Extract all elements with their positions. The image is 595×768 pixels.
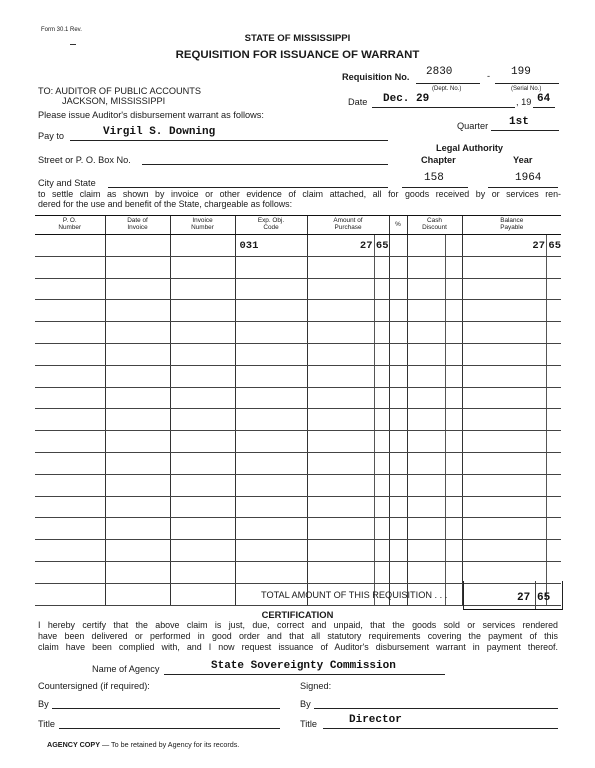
col-invoice-number: Invoice Number: [170, 216, 235, 235]
table-cell: [170, 256, 235, 278]
table-cell: [462, 343, 561, 365]
requisition-dash: -: [487, 71, 491, 81]
table-cell: [462, 300, 561, 322]
table-cell: [462, 474, 561, 496]
year-label: Year: [513, 155, 533, 165]
table-cell: [35, 561, 105, 583]
table-cell: [407, 561, 462, 583]
table-cell: [170, 322, 235, 344]
cents-divider: [445, 366, 446, 387]
table-cell: [235, 278, 307, 300]
exp-obj-code-value: 031: [239, 240, 259, 252]
table-cell: [35, 300, 105, 322]
state-heading: STATE OF MISSISSIPPI: [244, 33, 351, 44]
table-cell: [35, 583, 105, 605]
table-cell: [389, 235, 407, 257]
date-label: Date: [348, 97, 368, 107]
table-cell: [170, 365, 235, 387]
table-cell: [407, 474, 462, 496]
table-cell: [170, 235, 235, 257]
table-cell: [462, 278, 561, 300]
certification-line2: have been delivered or performed in good order and that all statutory requirements covering the payment of this: [38, 631, 558, 641]
by-label-right: By: [300, 699, 311, 709]
table-row: [35, 431, 561, 453]
form-title: REQUISITION FOR ISSUANCE OF WARRANT: [175, 49, 420, 61]
table-cell: [235, 496, 307, 518]
table-cell: [105, 365, 170, 387]
table-cell: [170, 387, 235, 409]
table-cell: [407, 518, 462, 540]
table-row: [35, 343, 561, 365]
table-cell: [35, 256, 105, 278]
table-cell: [105, 409, 170, 431]
table-row: [35, 387, 561, 409]
total-dollars: 27: [517, 592, 531, 604]
cents-divider: [546, 475, 547, 496]
table-cell: [170, 496, 235, 518]
cents-divider: [445, 475, 446, 496]
table-cell: [105, 561, 170, 583]
table-cell: [105, 256, 170, 278]
table-cell: [235, 452, 307, 474]
table-cell: [170, 300, 235, 322]
table-row: [35, 561, 561, 583]
table-row: [35, 496, 561, 518]
table-cell: [105, 431, 170, 453]
quarter-label: Quarter: [457, 121, 489, 131]
table-row: [35, 409, 561, 431]
year-prefix: , 19: [516, 97, 532, 107]
table-cell: [35, 343, 105, 365]
table-cell: [462, 322, 561, 344]
cents-divider: [445, 344, 446, 365]
addressee-line2: JACKSON, MISSISSIPPI: [62, 96, 166, 106]
table-row: [35, 518, 561, 540]
table-cell: [389, 496, 407, 518]
table-cell: [235, 474, 307, 496]
table-cell: [307, 518, 389, 540]
cents-divider: [445, 300, 446, 321]
cents-divider: [445, 322, 446, 343]
table-cell: [462, 431, 561, 453]
col-po-number: P. O. Number: [35, 216, 105, 235]
street-label: Street or P. O. Box No.: [38, 155, 131, 165]
settle-line2: dered for the use and benefit of the State, chargeable as follows:: [38, 199, 293, 209]
table-cell: [235, 518, 307, 540]
certification-heading: CERTIFICATION: [261, 609, 334, 620]
cents-divider: [445, 540, 446, 561]
table-cell: [170, 540, 235, 562]
cents-divider: [546, 344, 547, 365]
table-cell: [307, 540, 389, 562]
certification-line1: I hereby certify that the above claim is just, due, correct and unpaid, that the goods sold or services rendered: [38, 620, 558, 630]
table-row: [35, 300, 561, 322]
table-cell: [462, 452, 561, 474]
amount-cents: 65: [375, 240, 389, 252]
table-cell: [389, 343, 407, 365]
table-cell: [307, 409, 389, 431]
table-row: [35, 474, 561, 496]
table-cell: [35, 387, 105, 409]
table-cell: [170, 431, 235, 453]
cents-divider: [445, 257, 446, 278]
table-cell: [307, 387, 389, 409]
table-cell: [389, 474, 407, 496]
table-cell: [35, 518, 105, 540]
balance-cents: 65: [548, 240, 561, 252]
table-cell: [462, 496, 561, 518]
table-cell: [105, 322, 170, 344]
table-cell: [389, 431, 407, 453]
table-cell: [307, 278, 389, 300]
agency-value: State Sovereignty Commission: [211, 660, 396, 672]
balance-dollars: 27: [532, 240, 545, 252]
table-cell: [462, 561, 561, 583]
table-cell: [170, 409, 235, 431]
table-cell: [170, 518, 235, 540]
title-label-left: Title: [38, 719, 56, 729]
table-cell: [307, 561, 389, 583]
table-cell: [407, 278, 462, 300]
table-cell: [35, 235, 105, 257]
table-cell: [235, 235, 307, 257]
table-cell: [170, 561, 235, 583]
col-amount-of-purchase: Amount of Purchase: [307, 216, 389, 235]
table-cell: [105, 278, 170, 300]
cents-divider: [546, 257, 547, 278]
date-value: Dec. 29: [383, 93, 430, 105]
cents-divider: [546, 279, 547, 300]
by-label-left: By: [38, 699, 49, 709]
table-cell: [105, 235, 170, 257]
cents-divider: [546, 431, 547, 452]
table-cell: [307, 474, 389, 496]
title-label-right: Title: [300, 719, 318, 729]
col-percent: %: [389, 216, 407, 235]
table-cell: [235, 300, 307, 322]
addressee-line1: TO: AUDITOR OF PUBLIC ACCOUNTS: [38, 86, 202, 96]
table-cell: [307, 322, 389, 344]
table-cell: [407, 431, 462, 453]
table-cell: [235, 387, 307, 409]
table-cell: [462, 387, 561, 409]
table-cell: [170, 278, 235, 300]
cents-divider: [445, 235, 446, 256]
table-cell: [235, 561, 307, 583]
col-cash-discount: Cash Discount: [407, 216, 462, 235]
table-cell: [105, 518, 170, 540]
table-cell: [407, 496, 462, 518]
table-cell: [105, 300, 170, 322]
table-row: [35, 278, 561, 300]
table-cell: [307, 343, 389, 365]
table-cell: [35, 452, 105, 474]
agency-label: Name of Agency: [92, 664, 160, 674]
cents-divider: [546, 366, 547, 387]
dept-caption: (Dept. No.): [432, 86, 462, 92]
year-value: 1964: [515, 172, 542, 184]
table-cell: [389, 322, 407, 344]
legal-authority-heading: Legal Authority: [436, 143, 504, 153]
table-cell: [462, 235, 561, 257]
table-cell: [170, 474, 235, 496]
table-cell: [35, 409, 105, 431]
table-cell: [462, 540, 561, 562]
table-cell: [389, 561, 407, 583]
table-cell: [389, 540, 407, 562]
quarter-value: 1st: [509, 116, 529, 128]
cents-divider: [374, 257, 375, 278]
table-cell: [407, 452, 462, 474]
instruction-text: Please issue Auditor's disbursement warrant as follows:: [38, 110, 264, 120]
table-cell: [170, 452, 235, 474]
table-cell: [170, 583, 235, 605]
table-cell: [389, 365, 407, 387]
agency-copy-label: AGENCY COPY: [47, 740, 100, 749]
form-id: Form 30.1 Rev.: [41, 27, 82, 33]
cents-divider: [374, 497, 375, 518]
cents-divider: [374, 300, 375, 321]
table-cell: [35, 278, 105, 300]
year-suffix: 64: [537, 93, 551, 105]
table-header-row: [35, 216, 561, 235]
dept-number: 2830: [426, 66, 453, 78]
cents-divider: [445, 409, 446, 430]
cents-divider: [374, 322, 375, 343]
cents-divider: [546, 497, 547, 518]
table-cell: [35, 322, 105, 344]
table-row: [35, 365, 561, 387]
cents-divider: [546, 388, 547, 409]
serial-number: 199: [511, 66, 531, 78]
table-cell: [105, 343, 170, 365]
cents-divider: [374, 475, 375, 496]
table-cell: [307, 431, 389, 453]
cents-divider: [445, 453, 446, 474]
cents-divider: [374, 235, 375, 256]
cents-divider: [374, 279, 375, 300]
table-row: [35, 540, 561, 562]
table-cell: [307, 256, 389, 278]
cents-divider: [546, 453, 547, 474]
mark: [70, 44, 76, 45]
cents-divider: [546, 540, 547, 561]
table-cell: [462, 409, 561, 431]
cents-divider: [546, 562, 547, 583]
cents-divider: [445, 518, 446, 539]
table-cell: [105, 474, 170, 496]
table-row: [35, 452, 561, 474]
cents-divider: [374, 540, 375, 561]
cents-divider: [374, 366, 375, 387]
table-cell: [235, 409, 307, 431]
table-cell: [407, 256, 462, 278]
cents-divider: [374, 409, 375, 430]
pay-to-label: Pay to: [38, 131, 65, 141]
table-cell: [407, 387, 462, 409]
cents-divider: [546, 300, 547, 321]
cents-divider: [546, 518, 547, 539]
table-row: [35, 322, 561, 344]
col-balance-payable: Balance Payable: [462, 216, 561, 235]
cents-divider: [445, 497, 446, 518]
table-cell: [35, 365, 105, 387]
table-cell: [307, 235, 389, 257]
table-cell: [307, 452, 389, 474]
pay-to-value: Virgil S. Downing: [103, 126, 216, 138]
title-value: Director: [349, 714, 402, 726]
chapter-label: Chapter: [421, 155, 456, 165]
table-row: [35, 235, 561, 257]
table-cell: [389, 300, 407, 322]
cents-divider: [546, 322, 547, 343]
cents-divider: [374, 344, 375, 365]
table-cell: [307, 496, 389, 518]
table-cell: [235, 322, 307, 344]
table-cell: [407, 540, 462, 562]
cents-divider: [445, 388, 446, 409]
serial-caption: (Serial No.): [511, 86, 542, 92]
table-cell: [235, 540, 307, 562]
charges-table: [35, 215, 561, 606]
table-cell: [235, 256, 307, 278]
table-cell: [389, 256, 407, 278]
col-date-of-invoice: Date of Invoice: [105, 216, 170, 235]
table-cell: [389, 387, 407, 409]
table-cell: [235, 365, 307, 387]
table-cell: [407, 343, 462, 365]
cents-divider: [445, 431, 446, 452]
table-cell: [407, 365, 462, 387]
table-cell: [407, 235, 462, 257]
countersigned-label: Countersigned (if required):: [38, 681, 150, 691]
table-cell: [105, 387, 170, 409]
settle-line1: to settle claim as shown by invoice or other evidence of claim attached, all for goods received by or services ren-: [38, 189, 561, 199]
table-cell: [462, 365, 561, 387]
cents-divider: [445, 279, 446, 300]
certification-line3: claim have been complied with, and I now request issuance of Auditor's disbursement warrant in payment thereof.: [38, 642, 558, 652]
table-cell: [407, 300, 462, 322]
table-row: [35, 256, 561, 278]
cents-divider: [374, 518, 375, 539]
table-cell: [462, 518, 561, 540]
table-cell: [105, 496, 170, 518]
table-cell: [407, 322, 462, 344]
table-cell: [105, 583, 170, 605]
city-label: City and State: [38, 178, 96, 188]
cents-divider: [374, 562, 375, 583]
chapter-value: 158: [424, 172, 444, 184]
table-cell: [389, 452, 407, 474]
table-cell: [105, 452, 170, 474]
signed-label: Signed:: [300, 681, 332, 691]
table-cell: [462, 256, 561, 278]
table-cell: [35, 474, 105, 496]
cents-divider: [546, 409, 547, 430]
cents-divider: [374, 453, 375, 474]
table-cell: [35, 496, 105, 518]
table-cell: [407, 409, 462, 431]
cents-divider: [374, 388, 375, 409]
table-cell: [235, 343, 307, 365]
table-cell: [105, 540, 170, 562]
total-cents: 65: [537, 592, 551, 604]
cents-divider: [445, 562, 446, 583]
footer-note: [47, 740, 239, 749]
requisition-label: Requisition No.: [342, 72, 410, 82]
table-cell: [389, 518, 407, 540]
cents-divider: [374, 431, 375, 452]
col-exp-obj-code: Exp. Obj. Code: [235, 216, 307, 235]
table-cell: [235, 431, 307, 453]
table-cell: [307, 300, 389, 322]
table-cell: [389, 409, 407, 431]
table-cell: [35, 540, 105, 562]
amount-dollars: 27: [359, 240, 373, 252]
cents-divider: [546, 235, 547, 256]
agency-copy-note: — To be retained by Agency for its records.: [102, 740, 240, 749]
table-cell: [35, 431, 105, 453]
table-cell: [170, 343, 235, 365]
table-cell: [389, 278, 407, 300]
table-cell: [307, 365, 389, 387]
total-label: TOTAL AMOUNT OF THIS REQUISITION . . .: [261, 590, 448, 600]
